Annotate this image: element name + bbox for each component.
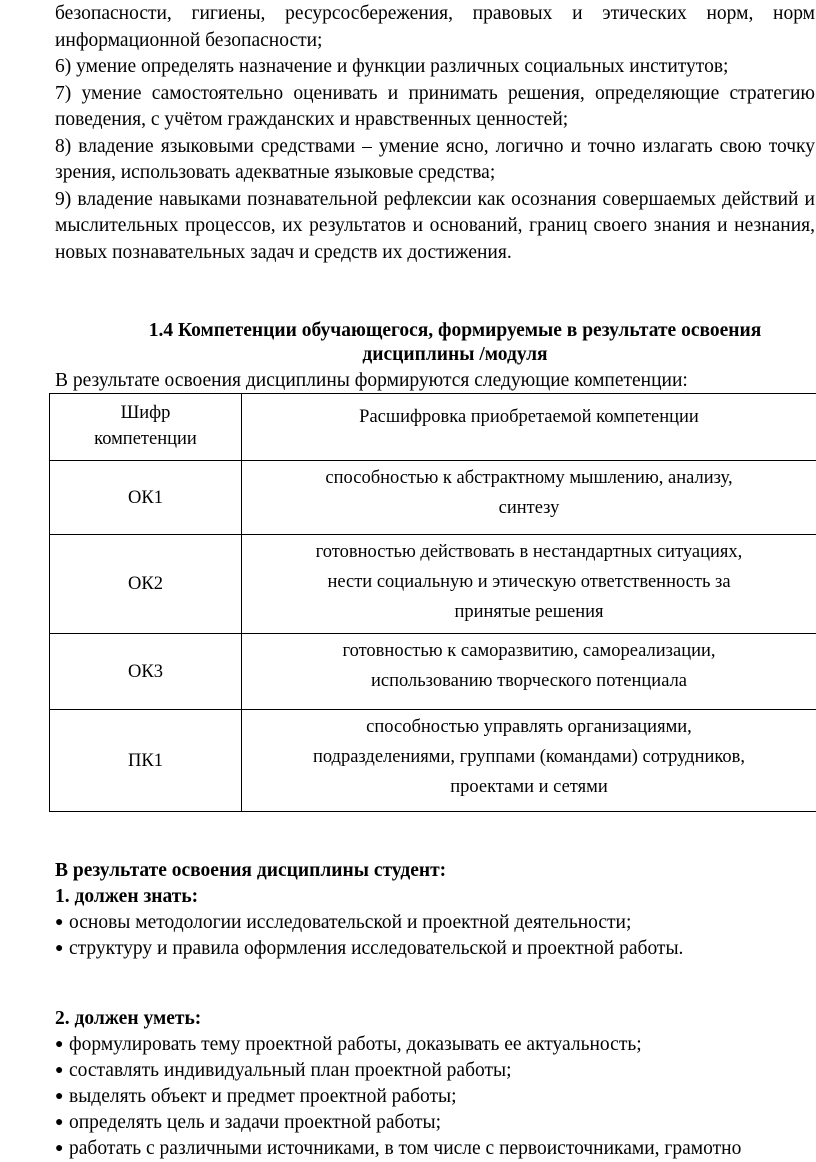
learning-outcomes [55, 858, 815, 1162]
outcomes-title: В результате освоения дисциплины студент: [55, 858, 815, 884]
table-row [50, 461, 816, 535]
desc-line: готовностью действовать в нестандартных ситуациях, [250, 537, 808, 567]
competence-desc [242, 634, 816, 710]
list-item [55, 1110, 815, 1136]
header-code-line-1: Шифр [50, 400, 241, 426]
bullet-icon: ● [55, 1136, 69, 1162]
table-header-row [50, 394, 816, 461]
list-item-text: формулировать тему проектной работы, доказывать ее актуальность; [69, 1034, 642, 1055]
bullet-icon: ● [55, 1110, 69, 1136]
intro-paragraph-8: 8) владение языковыми средствами – умение ясно, логично и точно излагать свою точку зрения, использовать адекватные языковые средства; [55, 134, 815, 187]
desc-line: нести социальную и этическую ответственность за [250, 567, 808, 597]
intro-paragraph-7: 7) умение самостоятельно оценивать и принимать решения, определяющие стратегию поведения, с учётом гражданских и нравственных ценностей; [55, 81, 815, 134]
desc-line: использованию творческого потенциала [250, 666, 808, 696]
intro-paragraph-9: 9) владение навыками познавательной рефлексии как осознания совершаемых действий и мыслительных процессов, их результатов и оснований, границ своего знания и незнания, новых познавательных задач и средств их достижения. [55, 187, 815, 267]
competence-code: ОК1 [50, 461, 242, 535]
section-heading [55, 319, 815, 367]
list-item-text: основы методологии исследовательской и проектной деятельности; [69, 912, 631, 933]
competence-code: ОК2 [50, 535, 242, 634]
competence-desc [242, 535, 816, 634]
bullet-icon: ● [55, 910, 69, 936]
desc-line: принятые решения [250, 597, 808, 627]
bullet-icon: ● [55, 1084, 69, 1110]
competence-code: ПК1 [50, 710, 242, 812]
desc-line: способностью к абстрактному мышлению, анализу, [250, 463, 808, 493]
competence-desc [242, 710, 816, 812]
list-item-text: выделять объект и предмет проектной работы; [69, 1086, 457, 1107]
intro-paragraph-6: 6) умение определять назначение и функции различных социальных институтов; [55, 54, 815, 81]
bullet-icon: ● [55, 1032, 69, 1058]
list-item [55, 1032, 815, 1058]
section-lead: В результате освоения дисциплины формируются следующие компетенции: [55, 368, 815, 394]
section-heading-line-1: 1.4 Компетенции обучающегося, формируемые в результате освоения [95, 319, 815, 343]
list-item-text: структуру и правила оформления исследовательской и проектной работы. [69, 938, 683, 959]
competence-table [49, 393, 816, 812]
competence-code: ОК3 [50, 634, 242, 710]
table-row [50, 634, 816, 710]
list-item-text: определять цель и задачи проектной работы; [69, 1112, 441, 1133]
intro-text [55, 1, 815, 266]
intro-paragraph-continuation: безопасности, гигиены, ресурсосбережения, правовых и этических норм, норм информационной безопасности; [55, 1, 815, 54]
competence-desc [242, 461, 816, 535]
section-heading-line-2: дисциплины /модуля [95, 343, 815, 367]
bullet-icon: ● [55, 936, 69, 962]
know-title: 1. должен знать: [55, 884, 815, 910]
list-item [55, 936, 815, 962]
spacer [55, 962, 815, 1006]
list-item-text: составлять индивидуальный план проектной работы; [69, 1060, 512, 1081]
list-item [55, 1136, 815, 1162]
table-row [50, 710, 816, 812]
desc-line: способностью управлять организациями, [250, 712, 808, 742]
desc-line: готовностью к саморазвитию, самореализации, [250, 636, 808, 666]
header-code-cell [50, 394, 242, 461]
list-item-text: работать с различными источниками, в том числе с первоисточниками, грамотно [69, 1138, 741, 1159]
document-page [55, 0, 815, 394]
desc-line: синтезу [250, 493, 808, 523]
list-item [55, 1058, 815, 1084]
bullet-icon: ● [55, 1058, 69, 1084]
table-row [50, 535, 816, 634]
header-code-line-2: компетенции [50, 426, 241, 452]
able-title: 2. должен уметь: [55, 1006, 815, 1032]
header-desc-cell: Расшифровка приобретаемой компетенции [242, 394, 816, 461]
desc-line: подразделениями, группами (командами) сотрудников, [250, 742, 808, 772]
desc-line: проектами и сетями [250, 772, 808, 802]
list-item [55, 1084, 815, 1110]
list-item [55, 910, 815, 936]
